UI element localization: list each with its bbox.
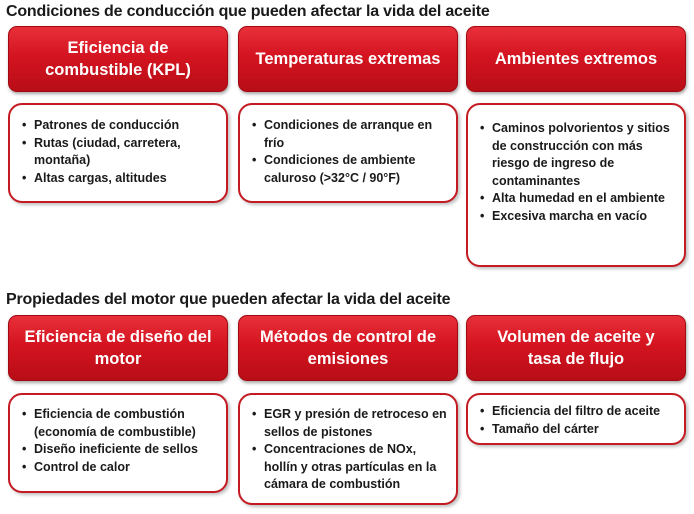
list-emission-control-methods bbox=[250, 406, 448, 494]
list-item: • Caminos polvorientos y sitios de construcción con más riesgo de ingreso de contaminantes bbox=[478, 120, 676, 190]
list-extreme-temperatures bbox=[250, 117, 446, 187]
list-extreme-environments bbox=[478, 120, 676, 225]
header-extreme-temperatures: Temperaturas extremas bbox=[238, 26, 458, 92]
list-item: • Altas cargas, altitudes bbox=[20, 170, 216, 188]
content-fuel-efficiency bbox=[8, 103, 228, 203]
list-item: • Tamaño del cárter bbox=[478, 421, 676, 439]
list-item: • Control de calor bbox=[20, 459, 218, 477]
content-engine-design-efficiency bbox=[8, 393, 228, 493]
section-title-driving-conditions: Condiciones de conducción que pueden afectar la vida del aceite bbox=[6, 3, 490, 20]
list-item: • Eficiencia del filtro de aceite bbox=[478, 403, 676, 421]
list-item: • Diseño ineficiente de sellos bbox=[20, 441, 218, 459]
header-oil-volume-flow-rate: Volumen de aceite y tasa de flujo bbox=[466, 315, 686, 381]
content-oil-volume-flow-rate bbox=[466, 393, 686, 445]
header-extreme-environments: Ambientes extremos bbox=[466, 26, 686, 92]
content-extreme-temperatures bbox=[238, 103, 458, 203]
header-engine-design-efficiency: Eficiencia de diseño del motor bbox=[8, 315, 228, 381]
list-item: • Concentraciones de NOx, hollín y otras partículas en la cámara de combustión bbox=[250, 441, 448, 494]
header-fuel-efficiency: Eficiencia de combustible (KPL) bbox=[8, 26, 228, 92]
list-item: • Patrones de conducción bbox=[20, 117, 216, 135]
list-oil-volume-flow-rate bbox=[478, 403, 676, 438]
list-engine-design-efficiency bbox=[20, 406, 218, 476]
list-item: • Alta humedad en el ambiente bbox=[478, 190, 676, 208]
list-item: • Eficiencia de combustión (economía de combustible) bbox=[20, 406, 218, 441]
list-fuel-efficiency bbox=[20, 117, 216, 187]
list-item: • EGR y presión de retroceso en sellos de pistones bbox=[250, 406, 448, 441]
content-extreme-environments bbox=[466, 103, 686, 267]
list-item: • Condiciones de arranque en frío bbox=[250, 117, 446, 152]
list-item: • Condiciones de ambiente caluroso (>32°C / 90°F) bbox=[250, 152, 446, 187]
header-emission-control-methods: Métodos de control de emisiones bbox=[238, 315, 458, 381]
section-title-engine-properties: Propiedades del motor que pueden afectar la vida del aceite bbox=[6, 291, 451, 308]
list-item: • Excesiva marcha en vacío bbox=[478, 208, 676, 226]
list-item: • Rutas (ciudad, carretera, montaña) bbox=[20, 135, 216, 170]
content-emission-control-methods bbox=[238, 393, 458, 505]
